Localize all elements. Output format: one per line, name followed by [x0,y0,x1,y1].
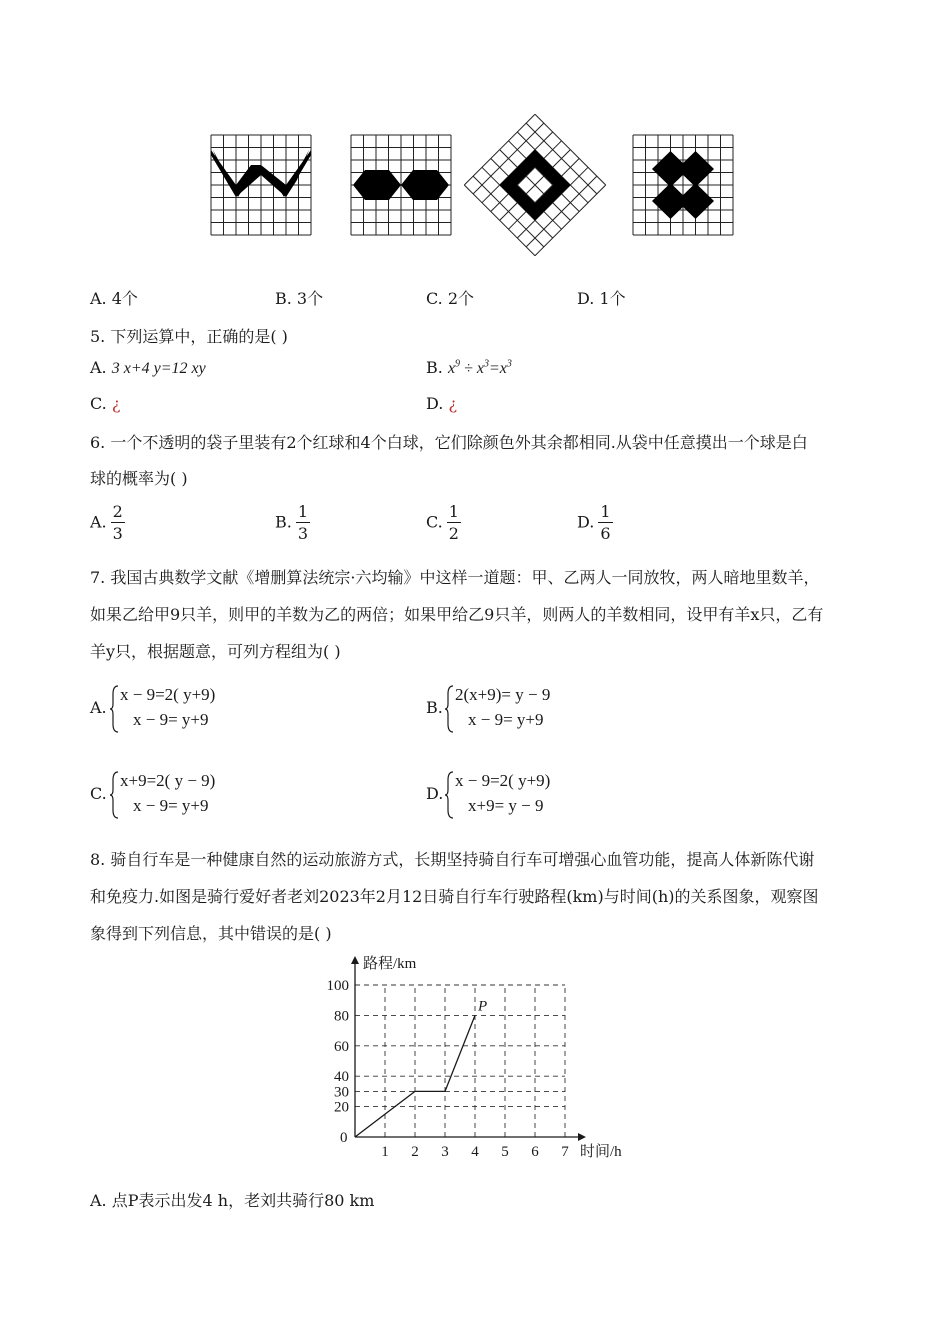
brace-icon [445,684,455,734]
x-tick-label: 1 [381,1144,389,1160]
q7-option-b-eq2: x − 9= y+9 [468,710,544,729]
q5-stem: 5. 下列运算中，正确的是( ) [90,327,288,346]
x-axis-arrow [578,1133,586,1141]
q6-option-b: B. $\frac{1}{3}$ [275,502,309,543]
y-tick-label: 20 [334,1099,349,1116]
q7-option-c-label: C. [90,784,107,803]
q7-option-a-eq2: x − 9= y+9 [133,710,209,729]
q7-option-b-eq1: 2(x+9)= y − 9 [455,685,551,704]
figure-w-pattern [211,135,311,235]
q7-option-d-label: D. [426,784,444,803]
q6-option-a: A. $\frac{2}{3}$ [90,502,123,543]
figure-hexagon-pattern [351,135,451,235]
q6-stem-line1: 6. 一个不透明的袋子里装有2个红球和4个白球，它们除颜色外其余都相同.从袋中任意摸出一个球是白 [90,433,808,452]
q7-option-c-eq2: x − 9= y+9 [133,796,209,815]
q5-option-c: C. ¿ [90,394,121,413]
y-tick-label: 80 [334,1008,349,1025]
brace-icon [110,770,120,820]
q6-option-c: C. $\frac{1}{2}$ [426,502,459,543]
q4-option-d: D. 1个 [577,289,626,308]
y-tick-label: 60 [334,1038,349,1055]
q7-option-d-eq1: x − 9=2( y+9) [455,771,551,790]
q5-option-a: A. 3 x+4 y=12 xy [90,358,206,377]
x-tick-label: 6 [531,1144,539,1160]
chart-grid [355,985,565,1137]
x-axis-label: 时间/h [580,1144,622,1160]
q7-option-d-eq2: x+9= y − 9 [468,796,544,815]
q5-option-d: D. ¿ [426,394,458,413]
y-tick-label: 40 [334,1069,349,1086]
q8-option-a: A. 点P表示出发4 h，老刘共骑行80 km [90,1191,375,1210]
x-tick-label: 7 [561,1144,569,1160]
point-p-label: P [478,998,488,1015]
q5-option-b: B. $x^9 \div x^3=x^3$ [426,358,512,377]
q7-option-c-eq1: x+9=2( y − 9) [120,771,216,790]
q6-stem-line2: 球的概率为( ) [90,469,188,488]
y-axis-arrow [351,956,359,964]
q4-option-a: A. 4个 [90,289,138,308]
brace-icon [445,770,455,820]
q7-stem-line1: 7. 我国古典数学文献《增删算法统宗·六均输》中这样一道题：甲、乙两人一同放牧，两人暗地里数羊， [90,568,820,587]
q7-option-b-label: B. [426,698,443,717]
q4-option-c: C. 2个 [426,289,475,308]
q7-stem-line3: 羊y只，根据题意，可列方程组为( ) [90,642,341,661]
x-tick-label: 3 [441,1144,449,1160]
y-axis-label: 路程/km [363,956,417,972]
q7-option-a-label: A. [90,698,107,717]
y-tick-labels [327,978,350,1116]
x-tick-label: 4 [471,1144,479,1160]
x-tick-label: 5 [501,1144,509,1160]
q8-stem-line1: 8. 骑自行车是一种健康自然的运动旅游方式，长期坚持骑自行车可增强心血管功能，提高人体新陈代谢 [90,850,815,869]
q8-stem-line2: 和免疫力.如图是骑行爱好者老刘2023年2月12日骑自行车行驶路程(km)与时间(h)的关系图象，观察图 [90,887,819,906]
q4-figures [205,110,745,260]
q7-stem-line2: 如果乙给甲9只羊，则甲的羊数为乙的两倍；如果甲给乙9只羊，则两人的羊数相同，设甲有羊x只，乙有 [90,605,824,624]
q8-stem-line3: 象得到下列信息，其中错误的是( ) [90,924,332,943]
q7-option-a-eq1: x − 9=2( y+9) [120,685,216,704]
y-tick-label: 100 [326,978,349,994]
q6-option-d: D. $\frac{1}{6}$ [577,502,611,543]
x-tick-labels [381,1144,569,1160]
distance-time-chart [310,950,650,1165]
figure-diamond-pattern [464,114,605,255]
y-tick-label: 30 [334,1084,349,1101]
origin-label: 0 [340,1130,348,1146]
q4-option-b: B. 3个 [275,289,324,308]
brace-icon [110,684,120,734]
x-tick-label: 2 [411,1144,419,1160]
figure-four-diamonds-pattern [633,135,733,235]
